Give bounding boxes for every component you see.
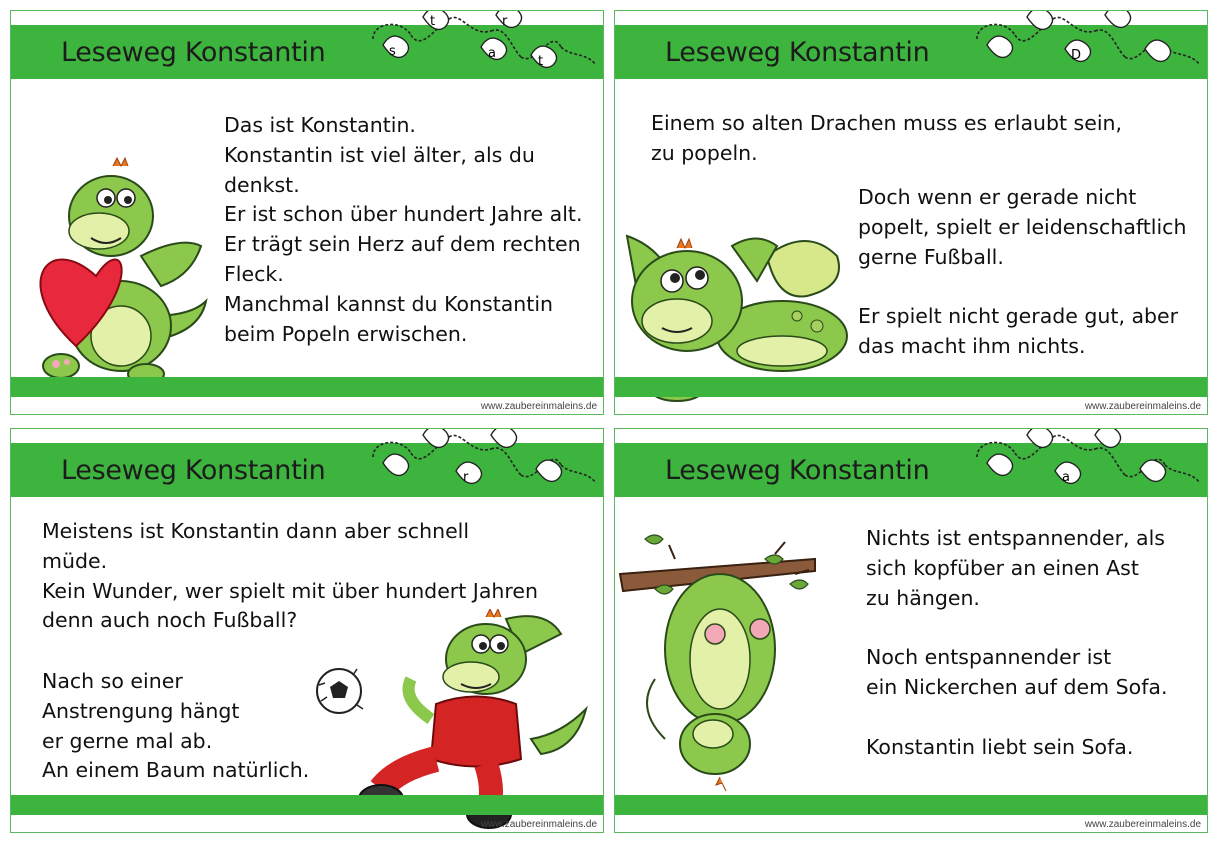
footer-url: www.zaubereinmaleins.de <box>1084 401 1201 412</box>
text-line: müde. <box>42 548 108 573</box>
text-line: Das ist Konstantin. <box>224 113 416 137</box>
text-line: An einem Baum natürlich. <box>42 758 310 783</box>
text-line: Er trägt sein Herz auf dem rechten <box>224 232 581 257</box>
vine-decoration <box>965 10 1205 77</box>
card-footer-bar <box>615 377 1207 397</box>
text-line: Meistens ist Konstantin dann aber schnell <box>42 519 470 543</box>
vine-decoration <box>361 428 601 495</box>
card-3 <box>10 428 604 833</box>
card-4 <box>614 428 1208 833</box>
text-line: Er spielt nicht gerade gut, aber <box>858 304 1179 329</box>
vine-letter: s <box>389 44 396 59</box>
card-1 <box>10 10 604 415</box>
text-line: Konstantin liebt sein Sofa. <box>866 734 1134 759</box>
card-title: Leseweg Konstantin <box>61 455 326 486</box>
vine-letter: t <box>538 54 544 69</box>
text-line: Noch entspannender ist <box>866 645 1112 670</box>
card-text-top <box>651 109 1122 169</box>
text-line: Anstrengung hängt <box>42 698 240 723</box>
text-line: das macht ihm nichts. <box>858 333 1086 358</box>
card-text-right <box>866 524 1167 762</box>
text-line: Fleck. <box>224 261 284 286</box>
card-footer-bar <box>11 377 603 397</box>
text-line: beim Popeln erwischen. <box>224 321 468 346</box>
footer-url: www.zaubereinmaleins.de <box>1084 819 1201 830</box>
text-line: Manchmal kannst du Konstantin <box>224 291 554 316</box>
vine-letter: r <box>463 470 469 485</box>
vine-letter: a <box>1062 470 1070 485</box>
text-line: Nach so einer <box>42 669 183 693</box>
footer-url: www.zaubereinmaleins.de <box>480 819 597 830</box>
vine-letter: D <box>1071 48 1082 63</box>
card-2 <box>614 10 1208 415</box>
text-line: popelt, spielt er leidenschaftlich <box>858 214 1187 239</box>
text-line: zu popeln. <box>651 140 758 165</box>
hanging-dragon-illustration <box>615 529 835 794</box>
card-title: Leseweg Konstantin <box>665 37 930 68</box>
text-line: Er ist schon über hundert Jahre alt. <box>224 202 583 227</box>
text-line: zu hängen. <box>866 585 980 610</box>
card-title: Leseweg Konstantin <box>665 455 930 486</box>
text-line: Kein Wunder, wer spielt mit über hundert Jahren <box>42 578 538 603</box>
card-footer-bar <box>11 795 603 815</box>
vine-letter: r <box>502 14 508 29</box>
vine-letter: t <box>430 14 436 29</box>
text-line: Einem so alten Drachen muss es erlaubt sein, <box>651 111 1123 135</box>
text-line: denn auch noch Fußball? <box>42 608 298 633</box>
card-footer-bar <box>615 795 1207 815</box>
card-text-bottom <box>42 667 309 786</box>
vine-decoration <box>965 428 1205 495</box>
card-text <box>224 111 583 349</box>
text-line: denkst. <box>224 172 300 197</box>
dragon-with-heart-illustration <box>21 136 221 386</box>
text-line: Doch wenn er gerade nicht <box>858 185 1137 209</box>
card-title: Leseweg Konstantin <box>61 37 326 68</box>
text-line: sich kopfüber an einen Ast <box>866 555 1139 580</box>
footer-url: www.zaubereinmaleins.de <box>480 401 597 412</box>
text-line: ein Nickerchen auf dem Sofa. <box>866 674 1168 699</box>
vine-letter: a <box>488 46 496 61</box>
vine-decoration <box>361 10 601 77</box>
text-line: er gerne mal ab. <box>42 728 213 753</box>
text-line: Konstantin ist viel älter, als du <box>224 142 535 167</box>
text-line: Nichts ist entspannender, als <box>866 526 1165 550</box>
text-line: gerne Fußball. <box>858 244 1004 269</box>
card-text-right <box>858 183 1186 362</box>
